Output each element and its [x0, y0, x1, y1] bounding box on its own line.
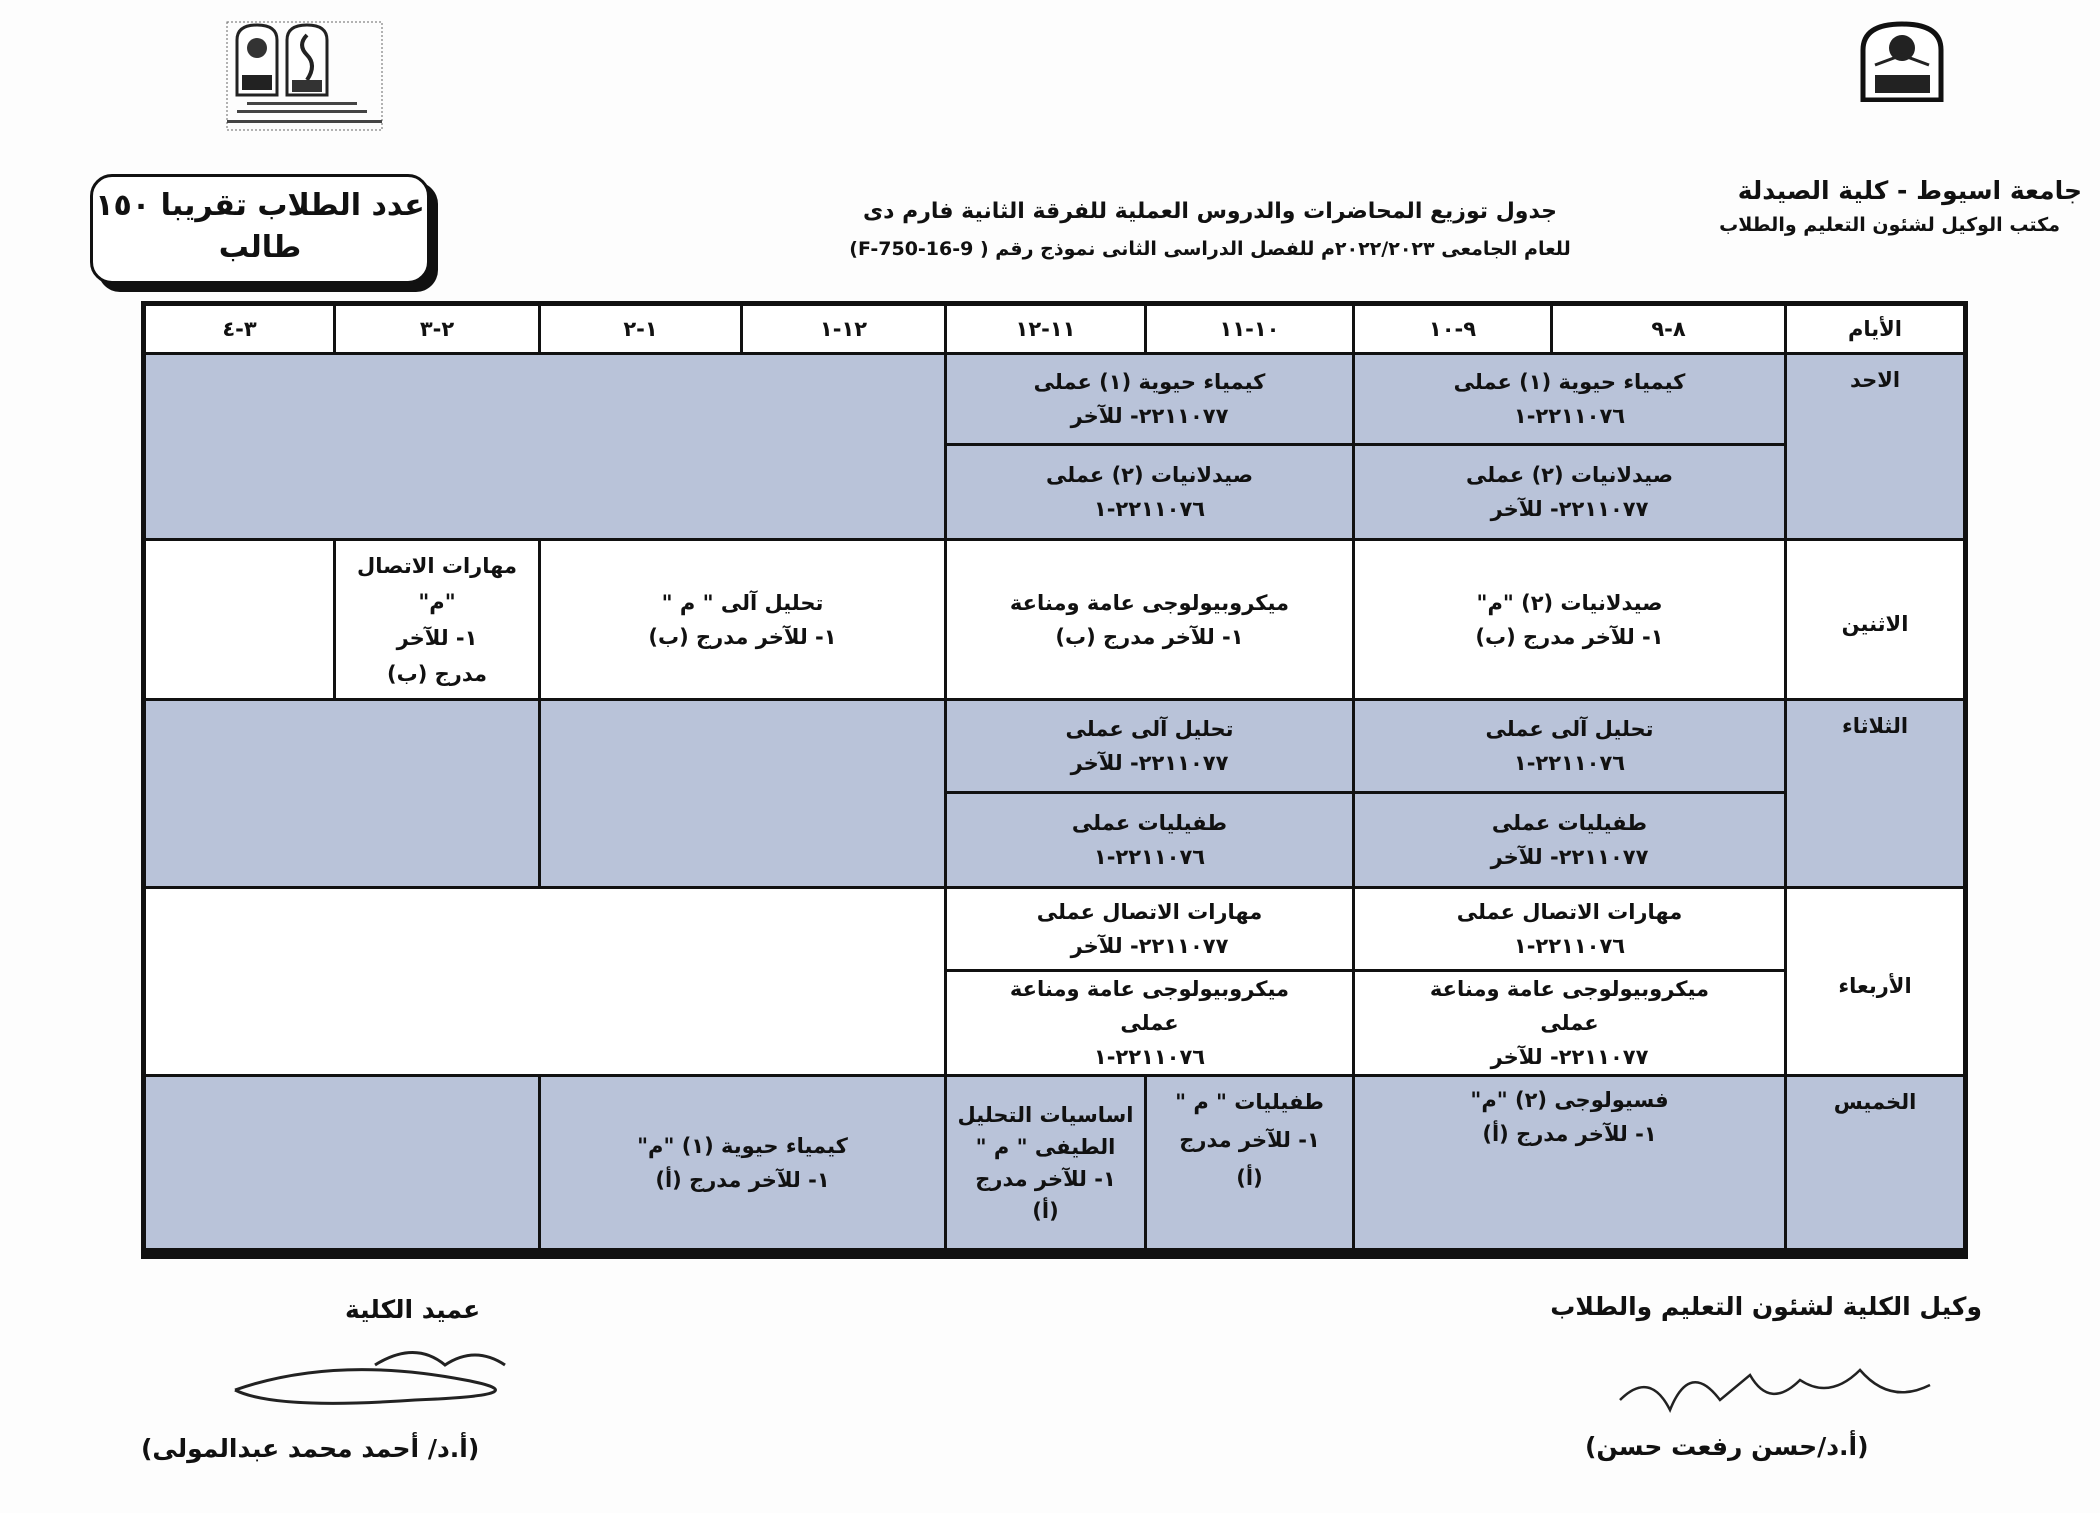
course-name: ميكروبيولوجى عامة ومناعة: [1009, 590, 1290, 615]
course-hall: مدرج (ب): [387, 661, 487, 686]
course-group: ٢٢١١٠٧٧- للآخر: [1070, 751, 1229, 775]
day-thursday: الخميس: [1787, 1077, 1963, 1248]
vice-dean-title: وكيل الكلية لشئون التعليم والطلاب: [1550, 1292, 1982, 1321]
course-name: طفيليات عملى: [1071, 811, 1228, 835]
course-type: عملى: [1540, 1011, 1599, 1035]
course-group: ٢٢١١٠٧٦-١: [1093, 845, 1206, 869]
faculty-logo: [207, 20, 402, 135]
course-group: ١- للآخر مدرج (أ): [1482, 1122, 1657, 1146]
course-group: ١- للآخر: [396, 625, 478, 650]
empty-cell: [146, 1077, 538, 1248]
header-slot: ١-٢: [541, 306, 740, 352]
course-group: ٢٢١١٠٧٦-١: [1513, 934, 1626, 958]
schedule-cell: [947, 446, 1352, 538]
student-count-line2: طالب: [218, 230, 302, 265]
page-subtitle: للعام الجامعى ٢٠٢٢/٢٠٢٣م للفصل الدراسى الثانى نموذج رقم ( F-750-16-9): [849, 238, 1571, 260]
course-group: ١- للآخر مدرج: [1179, 1128, 1320, 1152]
dean-title: عميد الكلية: [345, 1295, 481, 1324]
course-name: صيدلانيات (٢) "م": [1476, 590, 1663, 615]
course-name: تحليل آلى " م ": [661, 590, 824, 615]
course-name: كيمياء حيوية (١) عملى: [1033, 370, 1266, 394]
empty-cell: [146, 701, 538, 886]
header-slot: ٨-٩: [1553, 306, 1784, 352]
schedule-cell: [1355, 1077, 1784, 1248]
course-group: ٢٢١١٠٧٦-١: [1513, 404, 1626, 428]
vice-dean-name: (أ.د/حسن رفعت حسن): [1585, 1432, 1869, 1461]
schedule-cell: [947, 355, 1352, 443]
course-name: اساسيات التحليل: [957, 1102, 1134, 1127]
course-name: ميكروبيولوجى عامة ومناعة: [1009, 977, 1290, 1001]
schedule-cell: [1355, 701, 1784, 791]
dean-signature: [215, 1335, 555, 1419]
course-name: تحليل آلى عملى: [1485, 717, 1654, 741]
course-type: "م": [418, 589, 456, 614]
page-title: جدول توزيع المحاضرات والدروس العملية للفرقة الثانية فارم دى: [862, 199, 1558, 224]
course-name: كيمياء حيوية (١) عملى: [1453, 370, 1686, 394]
schedule-cell: [1355, 541, 1784, 698]
schedule-cell: [1355, 889, 1784, 969]
student-count-box: [90, 174, 430, 284]
course-name: ميكروبيولوجى عامة ومناعة: [1429, 977, 1710, 1001]
course-group: ٢٢١١٠٧٦-١: [1513, 751, 1626, 775]
header-slot: ٣-٤: [146, 306, 333, 352]
course-name: مهارات الاتصال عملى: [1456, 900, 1683, 924]
empty-cell: [146, 889, 944, 1074]
schedule-cell: [947, 541, 1352, 698]
schedule-cell: [947, 701, 1352, 791]
course-group: ١- للآخر مدرج (ب): [1475, 624, 1664, 649]
course-group: ٢٢١١٠٧٦-١: [1093, 1045, 1206, 1069]
course-name: صيدلانيات (٢) عملى: [1466, 463, 1673, 487]
course-name: مهارات الاتصال: [357, 553, 517, 578]
course-name: فسيولوجى (٢) "م": [1470, 1088, 1669, 1112]
schedule-cell: [947, 1077, 1144, 1248]
day-tuesday: الثلاثاء: [1787, 701, 1963, 886]
course-hall: (أ): [1032, 1198, 1059, 1223]
course-group: ٢٢١١٠٧٧- للآخر: [1490, 845, 1649, 869]
schedule-cell: [947, 972, 1352, 1074]
course-group: ٢٢١١٠٧٧- للآخر: [1490, 497, 1649, 521]
course-name: صيدلانيات (٢) عملى: [1046, 463, 1253, 487]
course-group: ٢٢١١٠٧٧- للآخر: [1490, 1045, 1649, 1069]
schedule-cell: [947, 889, 1352, 969]
course-name: تحليل آلى عملى: [1065, 717, 1234, 741]
header-slot: ١٠-١١: [1147, 306, 1352, 352]
empty-cell: [541, 701, 944, 886]
course-name: كيمياء حيوية (١) "م": [637, 1133, 848, 1158]
day-monday: الاثنين: [1787, 541, 1963, 698]
header-slot: ٩-١٠: [1355, 306, 1550, 352]
university-logo: [1855, 20, 1950, 102]
schedule-cell: [336, 541, 538, 698]
vice-dean-signature: [1610, 1340, 1940, 1434]
schedule-cell: [947, 794, 1352, 886]
day-wednesday: الأربعاء: [1787, 889, 1963, 1074]
course-type: عملى: [1120, 1011, 1179, 1035]
schedule-cell: [1355, 446, 1784, 538]
course-group: ٢٢١١٠٧٧- للآخر: [1070, 934, 1229, 958]
course-group: ١- للآخر مدرج (ب): [1055, 624, 1244, 649]
course-hall: (أ): [1236, 1166, 1263, 1190]
empty-cell: [146, 355, 944, 538]
dean-name: (أ.د/ أحمد محمد عبدالمولى): [141, 1434, 480, 1463]
course-name: مهارات الاتصال عملى: [1036, 900, 1263, 924]
schedule-cell: [1355, 355, 1784, 443]
schedule-cell: [1355, 794, 1784, 886]
office-name: مكتب الوكيل لشئون التعليم والطلاب: [1719, 214, 2060, 236]
schedule-cell: [1355, 972, 1784, 1074]
header-slot: ١٢-١: [743, 306, 944, 352]
header-slot: ٢-٣: [336, 306, 538, 352]
course-name: طفيليات عملى: [1491, 811, 1648, 835]
course-group: ١- للآخر مدرج (ب): [648, 624, 837, 649]
course-group: ٢٢١١٠٧٦-١: [1093, 497, 1206, 521]
header-slot: ١١-١٢: [947, 306, 1144, 352]
empty-cell: [146, 541, 333, 698]
course-type: الطيفى " م ": [975, 1134, 1116, 1159]
schedule-cell: [541, 541, 944, 698]
course-group: ١- للآخر مدرج: [975, 1166, 1116, 1191]
schedule-cell: [1147, 1077, 1352, 1248]
course-group: ١- للآخر مدرج (أ): [655, 1167, 830, 1192]
header-days: الأيام: [1787, 306, 1963, 352]
schedule-cell: [541, 1077, 944, 1248]
schedule-table: [141, 301, 1968, 1259]
student-count-line1: عدد الطلاب تقريبا ١٥٠: [95, 188, 425, 223]
course-group: ٢٢١١٠٧٧- للآخر: [1070, 404, 1229, 428]
day-sunday: الاحد: [1787, 355, 1963, 538]
course-name: طفيليات " م ": [1175, 1090, 1324, 1114]
university-name: جامعة اسيوط - كلية الصيدلة: [1737, 176, 2082, 205]
